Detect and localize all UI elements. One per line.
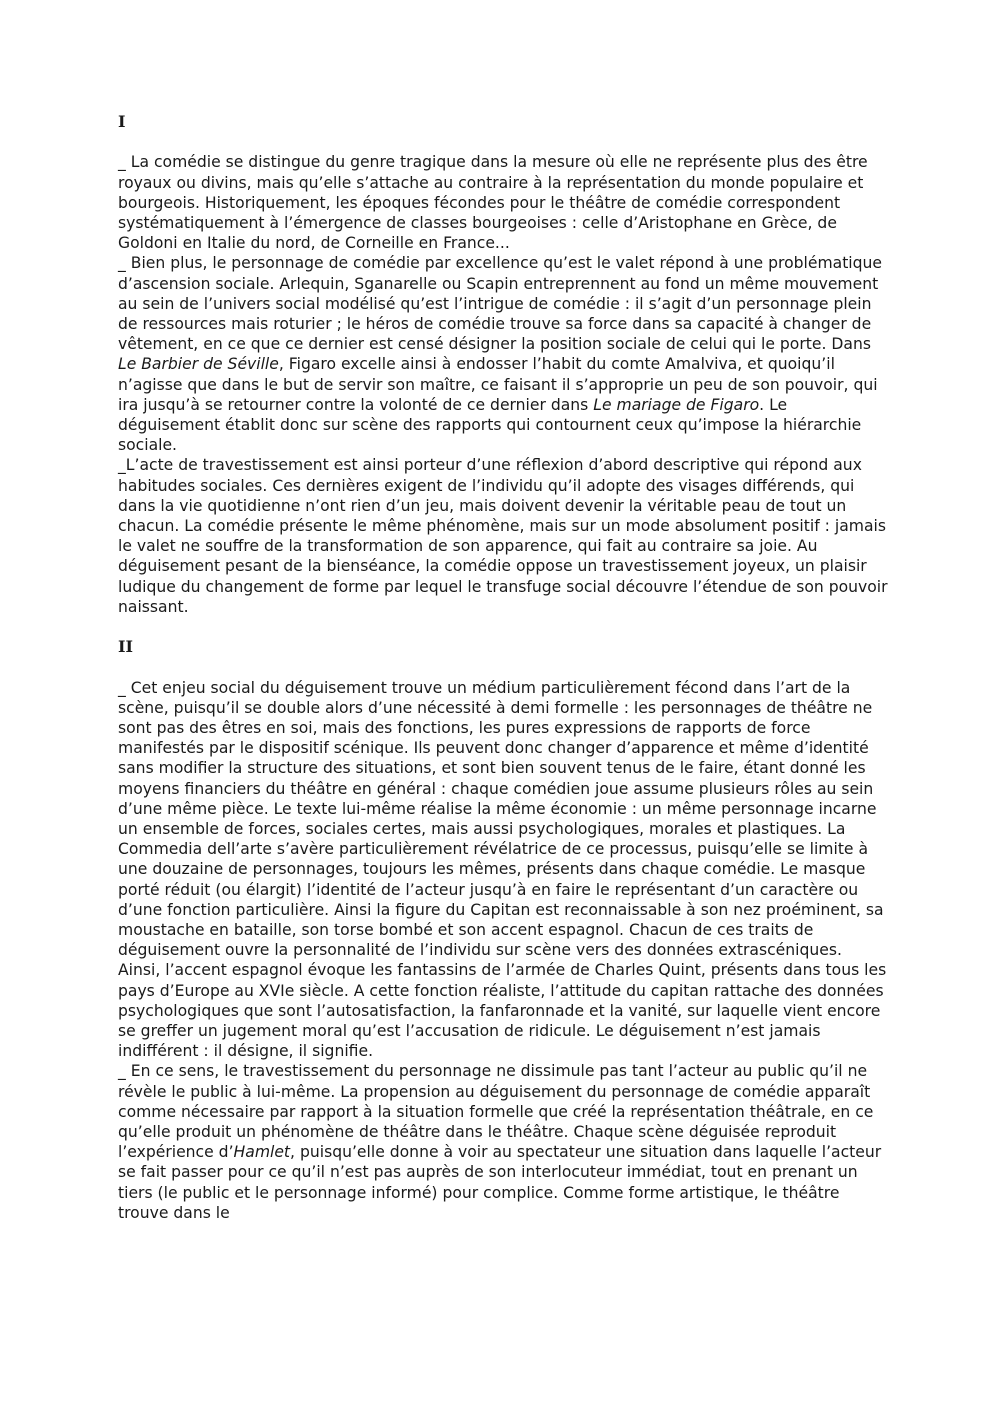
- section-heading-1: I: [118, 112, 126, 131]
- document-page: [118, 112, 888, 1223]
- paragraph: _ Bien plus, le personnage de comédie par excellence qu’est le valet répond à une problématique d’ascension sociale. Arlequin, Sganarelle ou Scapin entreprennent au fond un même mouvement au sein de l’univers social modélisé qu’est l’intrigue de comédie : il s’agit d’un personnage plein de ressources mais roturier ; le héros de comédie trouve sa force dans sa capacité à changer de vêtement, en ce que ce dernier est censé désigner la position sociale de celui qui le porte. Dans Le Barbier de Séville, Figaro excelle ainsi à endosser l’habit du comte Amalviva, et quoiqu’il n’agisse que dans le but de servir son maître, ce faisant il s’approprie un peu de son pouvoir, qui ira jusqu’à se retourner contre la volonté de ce dernier dans Le mariage de Figaro. Le déguisement établit donc sur scène des rapports qui contournent ceux qu’impose la hiérarchie sociale.: [118, 254, 883, 455]
- paragraph: _ En ce sens, le travestissement du personnage ne dissimule pas tant l’acteur au public qu’il ne révèle le public à lui-même. La propension au déguisement du personnage de comédie apparaît comme nécessaire par rapport à la situation formelle que créé la représentation théâtrale, en ce qu’elle produit un phénomène de théâtre dans le théâtre. Chaque scène déguisée reproduit l’expérience d’Hamlet, puisqu’elle donne à voir au spectateur une situation dans laquelle l’acteur se fait passer pour ce qu’il n’est pas auprès de son interlocuteur immédiat, tout en prenant un tiers (le public et le personnage informé) pour complice. Comme forme artistique, le théâtre trouve dans le: [118, 1062, 882, 1222]
- spacer: [118, 132, 888, 152]
- paragraph: _ La comédie se distingue du genre tragique dans la mesure où elle ne représente plus des être royaux ou divins, mais qu’elle s’attache au contraire à la représentation du monde populaire et bourgeois. Historiquement, les époques fécondes pour le théâtre de comédie correspondent systématiquement à l’émergence de classes bourgeoises : celle d’Aristophane en Grèce, de Goldoni en Italie du nord, de Corneille en France...: [118, 153, 868, 253]
- spacer: [118, 617, 888, 637]
- section-heading-2: II: [118, 637, 133, 657]
- italic-title: Le mariage de Figaro: [593, 395, 760, 414]
- paragraph: _ Cet enjeu social du déguisement trouve un médium particulièrement fécond dans l’art de la scène, puisqu’il se double alors d’une nécessité à demi formelle : les personnages de théâtre ne sont pas des êtres en soi, mais des fonctions, les pures expressions de rapports de force manifestés par le dispositif scénique. Ils peuvent donc changer d’apparence et même d’identité sans modifier la structure des situations, et sont bien souvent tenus de le faire, étant donné les moyens financiers du théâtre en général : chaque comédien joue assume plusieurs rôles au sein d’une même pièce. Le texte lui-même réalise la même économie : un même personnage incarne un ensemble de forces, sociales certes, mais aussi psychologiques, morales et plastiques. La Commedia dell’arte s’avère particulièrement révélatrice de ce processus, puisqu’elle se limite à une douzaine de personnages, toujours les mêmes, présents dans chaque comédie. Le masque porté réduit (ou élargit) l’identité de l’acteur jusqu’à en faire le représentant d’un caractère ou d’une fonction particulière. Ainsi la figure du Capitan est reconnaissable à son nez proéminent, sa moustache en bataille, son torse bombé et son accent espagnol. Chacun de ces traits de déguisement ouvre la personnalité de l’individu sur scène vers des données extrascéniques. Ainsi, l’accent espagnol évoque les fantassins de l’armée de Charles Quint, présents dans tous les pays d’Europe au XVIe siècle. A cette fonction réaliste, l’attitude du capitan rattache des données psychologiques que sont l’autosatisfaction, la fanfaronnade et la vanité, sur laquelle vient encore se greffer un jugement moral qu’est l’accusation de ridicule. Le déguisement n’est jamais indifférent : il désigne, il signifie.: [118, 678, 887, 1061]
- italic-title: Hamlet: [233, 1143, 291, 1162]
- italic-title: Le Barbier de Séville: [118, 355, 279, 374]
- paragraph: _L’acte de travestissement est ainsi porteur d’une réflexion d’abord descriptive qui répond aux habitudes sociales. Ces dernières exigent de l’individu qu’il adopte des visages différends, qui dans la vie quotidienne n’ont rien d’un jeu, mais doivent devenir la véritable peau de tout un chacun. La comédie présente le même phénomène, mais sur un mode absolument positif : jamais le valet ne souffre de la transformation de son apparence, qui fait au contraire sa joie. Au déguisement pesant de la bienséance, la comédie oppose un travestissement joyeux, un plaisir ludique du changement de forme par lequel le transfuge social découvre l’étendue de son pouvoir naissant.: [118, 456, 888, 616]
- spacer: [118, 657, 888, 677]
